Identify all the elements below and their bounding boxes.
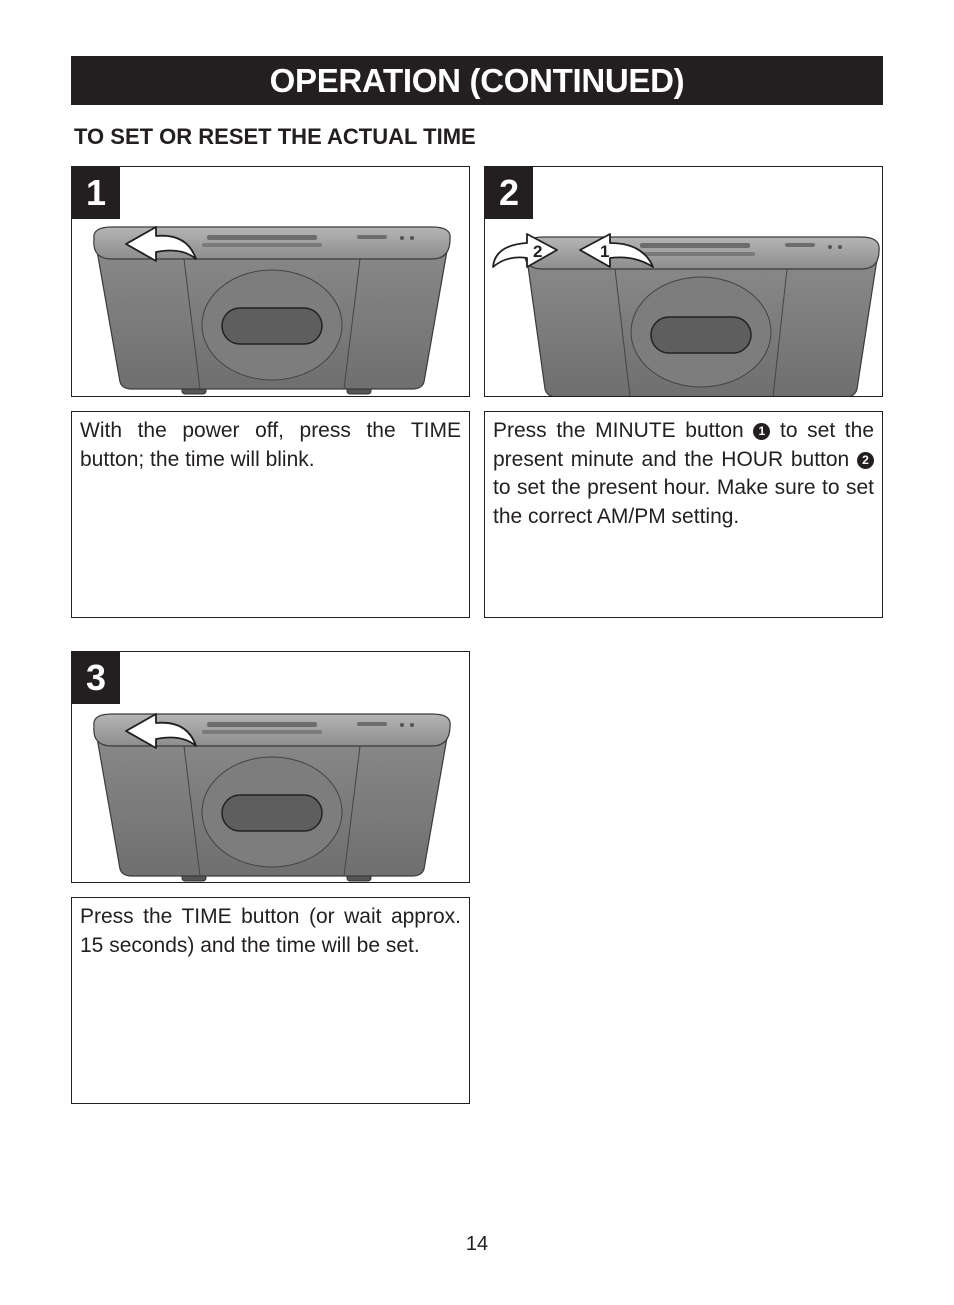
- clock-radio-illustration: [485, 167, 883, 397]
- clock-radio-illustration: [72, 167, 470, 397]
- page-header: [71, 56, 883, 105]
- step-1-text-box: [71, 411, 470, 618]
- clock-radio-illustration: [72, 652, 470, 883]
- step-2-instruction: Press the MINUTE button 1 to set the present minute and the HOUR button 2 to set the present hour. Make sure to set the correct AM/PM setting.: [493, 419, 875, 528]
- page-title: OPERATION (CONTINUED): [269, 61, 685, 99]
- step-3-figure: [71, 651, 470, 883]
- step-1-badge: 1: [72, 167, 120, 219]
- page-number: 14: [465, 1233, 489, 1255]
- section-title: TO SET OR RESET THE ACTUAL TIME: [74, 124, 476, 149]
- callout-1: 1: [600, 242, 610, 261]
- step-3-text-box: [71, 897, 470, 1104]
- step-2-text-box: [484, 411, 883, 618]
- callout-2: 2: [533, 242, 543, 261]
- callout-2-marker: 2: [857, 452, 874, 469]
- step-2-figure: [484, 166, 883, 397]
- step-3-badge: 3: [72, 652, 120, 704]
- step-1-figure: [71, 166, 470, 397]
- step-2-badge: 2: [485, 167, 533, 219]
- step-1-instruction: With the power off, press the TIME button; the time will blink.: [80, 419, 461, 471]
- step-3-instruction: Press the TIME button (or wait approx. 15 seconds) and the time will be set.: [80, 905, 461, 957]
- callout-1-marker: 1: [753, 423, 770, 440]
